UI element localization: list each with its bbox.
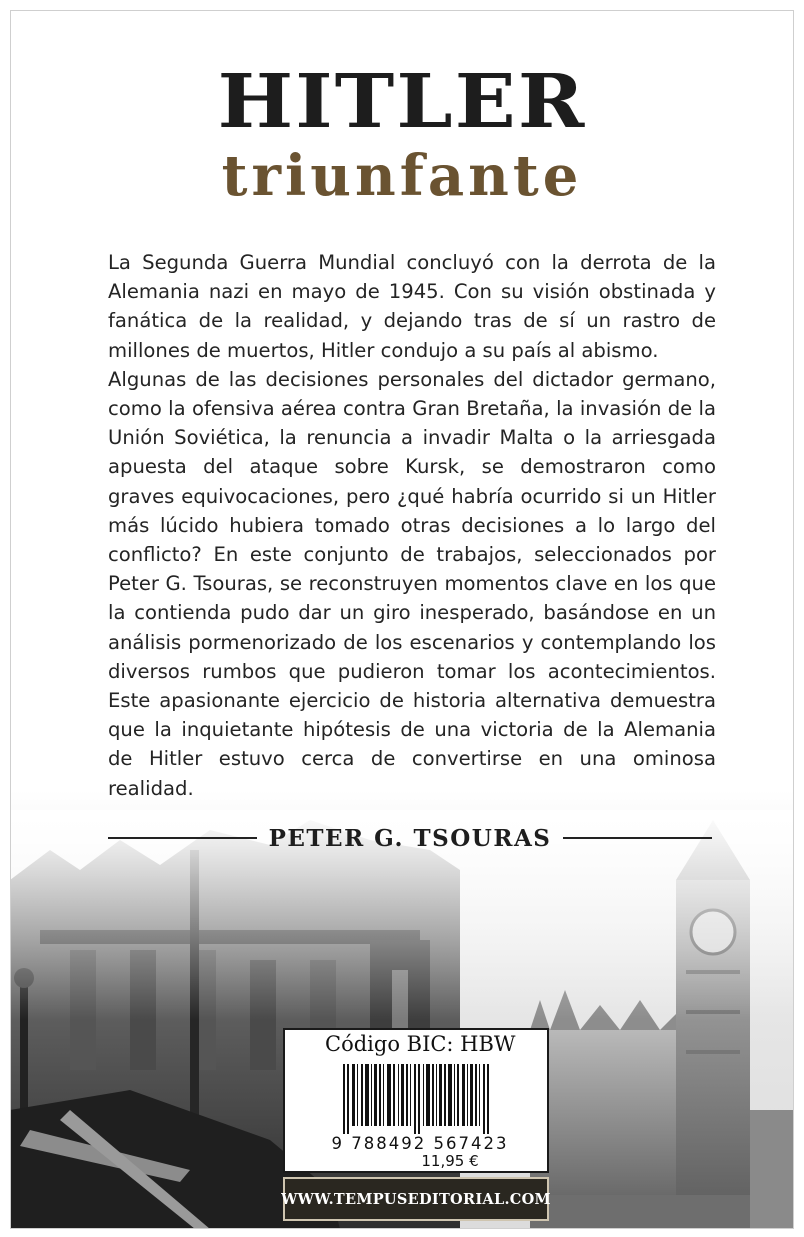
isbn-number: 9 788492 567423: [331, 1134, 509, 1153]
author-rule-left: [108, 837, 257, 839]
book-title: HITLER: [217, 59, 587, 145]
bic-code: Código BIC: HBW: [325, 1032, 516, 1056]
price: 11,95 €: [421, 1152, 479, 1170]
author-row: [108, 820, 712, 856]
author-name: PETER G. TSOURAS: [268, 824, 552, 852]
publisher-url-box: [283, 1177, 549, 1221]
blurb-paragraph-2: Algunas de las decisiones personales del dictador germano, como la ofensiva aérea contra Gran Bretaña, la invasión de la Unión Soviética, la renuncia a invadir Malta o la arriesgada apuesta del ataque sobre Kursk, se demostraron como graves equivocaciones, pero ¿qué habría ocurrido si un Hitler más lúcido hubiera tomado otras decisiones a lo largo del conflicto? En este conjunto de trabajos, seleccionados por Peter G. Tsouras, se reconstruyen momentos clave en los que la contienda pudo dar un giro inesperado, basándose en un análisis pormenorizado de los escenarios y contemplando los diversos rumbos que pudieron tomar los acontecimientos. Este apasionante ejercicio de historia alternativa demuestra que la inquietante hipótesis de una victoria de la Alemania de Hitler estuvo cerca de convertirse en una ominosa realidad.: [108, 367, 716, 800]
publisher-url[interactable]: WWW.TEMPUSEDITORIAL.COM: [281, 1190, 551, 1208]
blurb: [108, 248, 716, 803]
blurb-paragraph-1: La Segunda Guerra Mundial concluyó con la derrota de la Alemania nazi en mayo de 1945. Con su visión obstinada y fanática de la realidad, y dejando tras de sí un rastro de millones de muertos, Hitler condujo a su país al abismo.: [108, 251, 716, 362]
back-cover: [10, 10, 794, 1229]
author-rule-right: [563, 837, 712, 839]
barcode-box: [283, 1028, 549, 1173]
barcode-icon: [343, 1064, 493, 1134]
book-subtitle: triunfante: [221, 143, 583, 209]
